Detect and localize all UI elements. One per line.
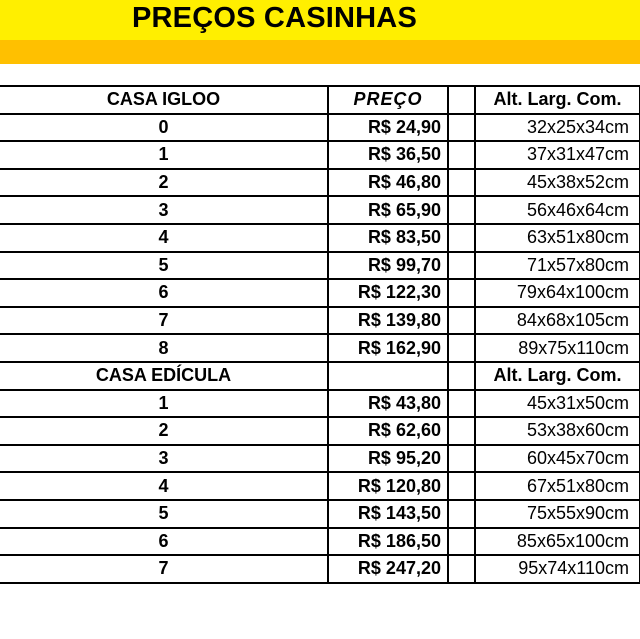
dimensions-cell: 67x51x80cm xyxy=(475,472,640,500)
blank-cell xyxy=(448,390,475,418)
price-cell: R$ 62,60 xyxy=(328,417,448,445)
size-cell: 6 xyxy=(0,528,328,556)
price-cell: R$ 36,50 xyxy=(328,141,448,169)
size-cell: 4 xyxy=(0,224,328,252)
price-cell: R$ 43,80 xyxy=(328,390,448,418)
edicula-header-row xyxy=(0,362,640,390)
dimensions-cell: 84x68x105cm xyxy=(475,307,640,335)
table-row xyxy=(0,141,640,169)
blank-cell xyxy=(448,417,475,445)
blank-cell xyxy=(448,334,475,362)
blank-cell xyxy=(448,252,475,280)
dimensions-cell: 37x31x47cm xyxy=(475,141,640,169)
price-cell: R$ 122,30 xyxy=(328,279,448,307)
size-cell: 4 xyxy=(0,472,328,500)
blank-cell xyxy=(448,279,475,307)
table-row xyxy=(0,114,640,142)
blank-cell xyxy=(448,500,475,528)
blank-cell xyxy=(448,528,475,556)
blank-cell xyxy=(448,141,475,169)
price-cell: R$ 95,20 xyxy=(328,445,448,473)
size-cell: 7 xyxy=(0,307,328,335)
blank-cell xyxy=(448,445,475,473)
price-cell: R$ 120,80 xyxy=(328,472,448,500)
price-header xyxy=(328,362,448,390)
price-cell: R$ 83,50 xyxy=(328,224,448,252)
orange-band xyxy=(0,40,640,64)
table-row xyxy=(0,334,640,362)
price-cell: R$ 46,80 xyxy=(328,169,448,197)
blank-cell xyxy=(448,86,475,114)
price-cell: R$ 143,50 xyxy=(328,500,448,528)
size-cell: 2 xyxy=(0,169,328,197)
blank-cell xyxy=(448,224,475,252)
price-table-body xyxy=(0,86,640,583)
table-row xyxy=(0,307,640,335)
blank-cell xyxy=(448,114,475,142)
price-cell: R$ 65,90 xyxy=(328,196,448,224)
blank-cell xyxy=(448,472,475,500)
blank-cell xyxy=(448,169,475,197)
size-cell: 1 xyxy=(0,141,328,169)
dimensions-cell: 45x38x52cm xyxy=(475,169,640,197)
table-row xyxy=(0,224,640,252)
dimensions-cell: 95x74x110cm xyxy=(475,555,640,583)
price-cell: R$ 186,50 xyxy=(328,528,448,556)
size-cell: 3 xyxy=(0,445,328,473)
dimensions-cell: 85x65x100cm xyxy=(475,528,640,556)
size-cell: 1 xyxy=(0,390,328,418)
dimensions-cell: 89x75x110cm xyxy=(475,334,640,362)
table-row xyxy=(0,196,640,224)
blank-cell xyxy=(448,307,475,335)
igloo-header-row xyxy=(0,86,640,114)
dimensions-cell: 75x55x90cm xyxy=(475,500,640,528)
blank-cell xyxy=(448,362,475,390)
price-cell: R$ 162,90 xyxy=(328,334,448,362)
dimensions-cell: 60x45x70cm xyxy=(475,445,640,473)
table-row xyxy=(0,500,640,528)
table-row xyxy=(0,472,640,500)
size-cell: 7 xyxy=(0,555,328,583)
blank-cell xyxy=(448,196,475,224)
dimensions-cell: 53x38x60cm xyxy=(475,417,640,445)
dimensions-cell: 32x25x34cm xyxy=(475,114,640,142)
price-header: PREÇO xyxy=(328,86,448,114)
table-row xyxy=(0,252,640,280)
section-name: CASA EDÍCULA xyxy=(0,362,328,390)
dimensions-cell: 79x64x100cm xyxy=(475,279,640,307)
price-cell: R$ 99,70 xyxy=(328,252,448,280)
table-row xyxy=(0,417,640,445)
size-cell: 6 xyxy=(0,279,328,307)
dimensions-header: Alt. Larg. Com. xyxy=(475,86,640,114)
table-row xyxy=(0,279,640,307)
section-name: CASA IGLOO xyxy=(0,86,328,114)
table-row xyxy=(0,445,640,473)
price-cell: R$ 247,20 xyxy=(328,555,448,583)
dimensions-cell: 63x51x80cm xyxy=(475,224,640,252)
size-cell: 3 xyxy=(0,196,328,224)
table-row xyxy=(0,555,640,583)
price-cell: R$ 24,90 xyxy=(328,114,448,142)
price-table xyxy=(0,85,640,584)
blank-cell xyxy=(448,555,475,583)
price-cell: R$ 139,80 xyxy=(328,307,448,335)
size-cell: 8 xyxy=(0,334,328,362)
page-title: PREÇOS CASINHAS xyxy=(132,2,417,34)
table-row xyxy=(0,169,640,197)
size-cell: 2 xyxy=(0,417,328,445)
table-row xyxy=(0,390,640,418)
dimensions-header: Alt. Larg. Com. xyxy=(475,362,640,390)
size-cell: 5 xyxy=(0,500,328,528)
size-cell: 5 xyxy=(0,252,328,280)
dimensions-cell: 45x31x50cm xyxy=(475,390,640,418)
dimensions-cell: 56x46x64cm xyxy=(475,196,640,224)
size-cell: 0 xyxy=(0,114,328,142)
table-row xyxy=(0,528,640,556)
dimensions-cell: 71x57x80cm xyxy=(475,252,640,280)
